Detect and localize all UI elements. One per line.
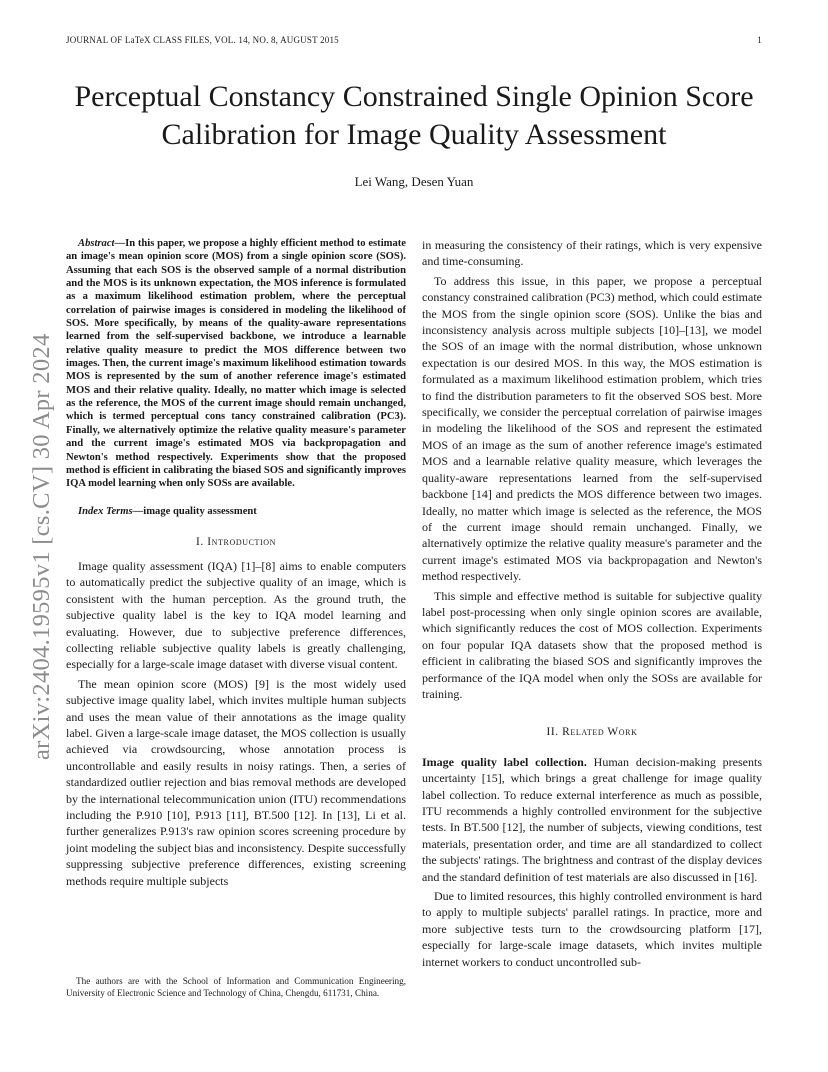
right-column bbox=[422, 237, 762, 973]
intro-paragraph: Image quality assessment (IQA) [1]–[8] aims to enable computers to automatically predict the subjective quality of an image, which is consistent with the human perception. As the ground truth, the subjective quality label is the key to IQA model learning and evaluating. However, due to subjective preference differences, collecting reliable subjective quality labels is greatly challenging, especially for a large-scale image dataset with diverse visual content. bbox=[66, 558, 406, 672]
paper-title: Perceptual Constancy Constrained Single Opinion Score Calibration for Image Quality Assessment bbox=[74, 80, 754, 151]
abstract bbox=[66, 237, 406, 491]
related-paragraph bbox=[422, 754, 762, 885]
abstract-text: —In this paper, we propose a highly efficient method to estimate an image's mean opinion score (MOS) from a single opinion score (SOS). Assuming that each SOS is the observed sample of a normal distribution and the MOS is its unknown expectation, the MOS inference is formulated as a maximum likelihood estimation problem, where the perceptual correlation of pairwise images is considered in modeling the likelihood of SOS. More specifically, by means of the quality-aware representations learned from the self-supervised backbone, we introduce a learnable relative quality measure to predict the MOS difference between two images. Then, the current image's maximum likelihood estimation towards MOS is represented by the sum of another reference image's estimated MOS and their relative quality. Ideally, no matter which image is selected as the reference, the MOS of the current image should remain unchanged, which is termed perceptual cons tancy constrained calibration (PC3). Finally, we alternatively optimize the relative quality measure's parameter and the current image's estimated MOS via backpropagation and Newton's method respectively. Experiments show that the proposed method is efficient in calibrating the biased SOS and significantly improves IQA model learning when only SOSs are available. bbox=[66, 238, 406, 490]
related-paragraph: Due to limited resources, this highly controlled environment is hard to apply to multiple subjects' parallel ratings. In practice, more and more subjective tests turn to the crowdsourcing platform [17], especially for large-scale image datasets, which invites multiple internet workers to conduct uncontrolled sub- bbox=[422, 889, 762, 969]
left-column bbox=[66, 237, 406, 892]
journal-name: JOURNAL OF LaTeX CLASS FILES, VOL. 14, NO. 8, AUGUST 2015 bbox=[66, 35, 339, 45]
intro-continuation: in measuring the consistency of their ratings, which is very expensive and time-consuming. bbox=[422, 238, 762, 269]
index-terms-text: —image quality assessment bbox=[132, 505, 257, 517]
title-block bbox=[60, 78, 768, 190]
related-paragraph-lead: Image quality label collection. bbox=[422, 754, 587, 769]
section-heading-related-work: II. Related Work bbox=[546, 726, 638, 739]
arxiv-identifier[interactable]: arXiv:2404.19595v1 [cs.CV] 30 Apr 2024 bbox=[28, 333, 55, 760]
author-affiliation-footnote: The authors are with the School of Information and Communication Engineering, University of Electronic Science and Technology of China, Chengdu, 611731, China. bbox=[66, 976, 406, 998]
intro-paragraph: To address this issue, in this paper, we propose a perceptual constancy constrained calibration (PC3) method, which could estimate the MOS from the single opinion score (SOS). Unlike the bias and inconsistency analysis across multiple subjects [10]–[13], we model the SOS of an image with the normal distribution, whose unknown expectation is our desired MOS. In this way, the MOS estimation is formulated as a maximum likelihood estimation problem, which tries to find the distribution parameters to fit the observed SOS best. More specifically, we consider the perceptual correlation of pairwise images in modeling the likelihood of the SOS and represent the estimated MOS of an image as the sum of another reference image's estimated MOS and a learnable relative quality measure, which leverages the quality-aware representations learned from the self-supervised backbone [14] and predicts the MOS difference between two images. Ideally, no matter which image is selected as the reference, the MOS of the current image should remain unchanged. Finally, we alternatively optimize the relative quality measure's parameter and the current image's estimated MOS via backpropagation and Newton's method respectively. bbox=[422, 273, 762, 584]
abstract-lead: Abstract bbox=[78, 238, 115, 249]
author-list: Lei Wang, Desen Yuan bbox=[354, 174, 474, 189]
page-number: 1 bbox=[757, 35, 762, 45]
intro-paragraph: This simple and effective method is suitable for subjective quality label post-processing when only single opinion scores are available, which significantly reduces the cost of MOS collection. Experiments on four popular IQA datasets show that the proposed method is efficient in calibrating the biased SOS and significantly improves the performance of the IQA model when only the SOSs are available for training. bbox=[422, 588, 762, 701]
index-terms-lead: Index Terms bbox=[78, 505, 133, 517]
section-heading-introduction: I. Introduction bbox=[195, 535, 277, 548]
running-head bbox=[66, 35, 762, 45]
intro-paragraph: The mean opinion score (MOS) [9] is the most widely used subjective image quality label, which invites multiple human subjects and uses the mean value of their annotations as the image quality label. Given a large-scale image dataset, the MOS collection is usually achieved via crowdsourcing, whose annotation process is uncontrollable and easily results in noisy ratings. Then, a series of standardized outlier rejection and bias removal methods are developed by the international telecommunication union (ITU) recommendations including the P.910 [10], P.913 [11], BT.500 [12]. In [13], Li et al. further generalizes P.913's raw opinion scores screening procedure by joint modeling the subject bias and inconsistency. Despite successfully suppressing subjective preference differences, existing screening methods require multiple subjects bbox=[66, 676, 406, 888]
index-terms bbox=[66, 505, 406, 518]
related-paragraph-text: Human decision-making presents uncertainty [15], which brings a great challenge for image quality label collection. To reduce external interference as much as possible, ITU recommends a highly controlled environment for the subjective tests. In BT.500 [12], the number of subjects, viewing conditions, test materials, presentation order, and time are all standardized to collect the subjects' ratings. The brightness and contrast of the display devices and the standard definition of test materials are also discussed in [16]. bbox=[422, 754, 762, 884]
